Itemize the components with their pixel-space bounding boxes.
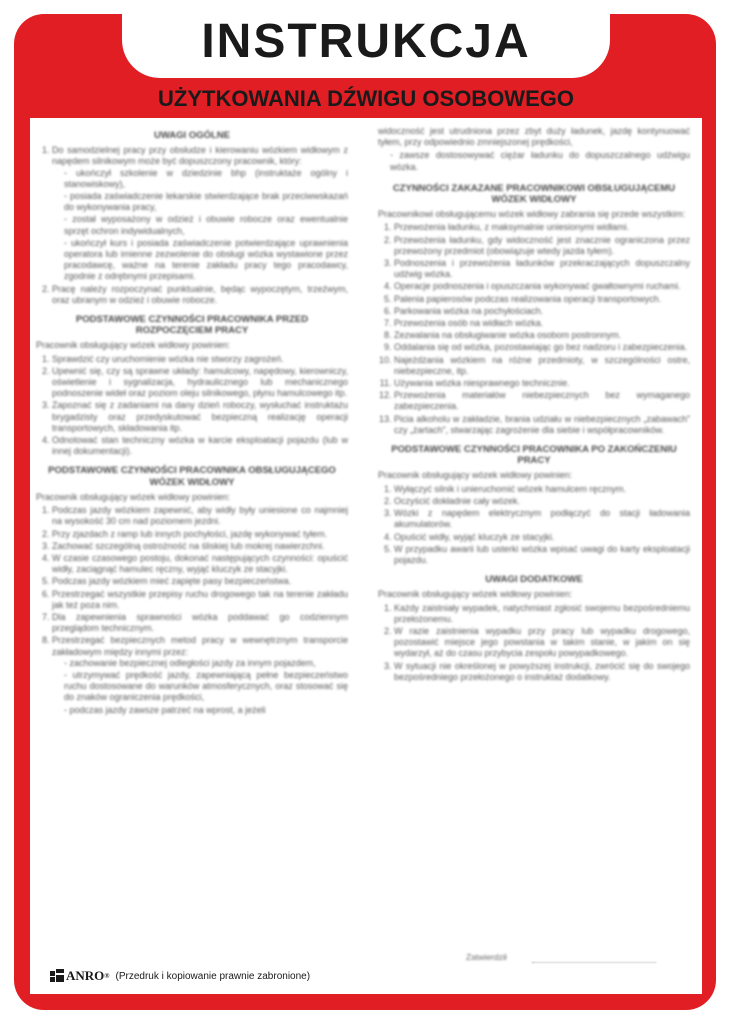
list-item: 9. Oddalania się od wózka, pozostawiając go bez nadzoru i zabezpieczenia. [394, 342, 690, 353]
list-item: 4. W czasie czasowego postoju, dokonać następujących czynności: opuścić widły, zaciągnąć hamulec ręczny, wyjąć kluczyk ze stacyjki. [52, 553, 348, 575]
list-item: 2. Upewnić się, czy są sprawne układy: hamulcowy, napędowy, kierowniczy, oświetlenie i sygnalizacja, hydraulicznego lub mechanicznego podnoszenie wideł oraz poziom oleju silnikowego, płynu hamulcowego itp. [52, 366, 348, 400]
list-item: 3. W sytuacji nie określonej w powyższej instrukcji, zwrócić się do swojego bezpośredniego przełożonego o instruktaż dodatkowy. [394, 661, 690, 683]
signature-label: Zatwierdził [466, 952, 507, 962]
list-item: 2. W razie zaistnienia wypadku przy pracy lub wypadku drogowego, pozostawić miejsce jego powstania w takim stanie, w jakim on się wydarzył, aż do czasu przybycia zespołu powypadkowego. [394, 626, 690, 660]
numbered-list [36, 354, 348, 458]
footer [50, 968, 310, 984]
sub-list-item: - ukończył szkolenie w dziedzinie bhp (instruktaże ogólny i stanowiskowy), [64, 168, 348, 190]
list-item: 1. Podczas jazdy wózkiem zapewnić, aby widły były uniesione co najmniej na wysokość 30 cm nad poziomem jezdni. [52, 505, 348, 527]
list-item: 4. Operacje podnoszenia i opuszczania wykonywać gwałtownymi ruchami. [394, 281, 690, 292]
section-intro: Pracownik obsługujący wózek widłowy powinien: [36, 491, 231, 502]
content-panel [30, 118, 702, 994]
section-intro: Pracownik obsługujący wózek widłowy powinien: [378, 470, 573, 481]
list-item [52, 635, 348, 715]
list-item: 11. Używania wózka niesprawnego technicznie. [394, 378, 690, 389]
list-item: 2. Przewożenia ładunku, gdy widoczność jest znacznie ograniczona przez przewożony przedmiot (obowiązuje wtedy jazda tyłem). [394, 235, 690, 257]
list-item: 5. Palenia papierosów podczas realizowania operacji transportowych. [394, 294, 690, 305]
list-item: 12. Przewożenia materiałów niebezpiecznych bez wymaganego zabezpieczenia. [394, 390, 690, 412]
section-heading: PODSTAWOWE CZYNNOŚCI PRACOWNIKA PO ZAKOŃCZENIU PRACY [391, 444, 677, 467]
list-item-text: Przestrzegać bezpiecznych metod pracy w wewnętrznym transporcie zakładowym między innymi przez: [52, 635, 348, 657]
list-item: 5. Podczas jazdy wózkiem mieć zapięte pasy bezpieczeństwa. [52, 576, 348, 587]
registered-mark: ® [104, 972, 110, 980]
list-item-text: Do samodzielnej pracy przy obsłudze i kierowaniu wózkiem widłowym z napędem silnikowym może być dopuszczony pracownik, który: [52, 145, 348, 167]
list-item: 3. Zachować szczególną ostrożność na śliskiej lub mokrej nawierzchni. [52, 541, 348, 552]
numbered-list [36, 505, 348, 716]
section-heading: PODSTAWOWE CZYNNOŚCI PRACOWNIKA OBSŁUGUJĄCEGO WÓZEK WIDŁOWY [48, 465, 336, 488]
numbered-list [378, 222, 690, 436]
section-intro: Pracownik obsługujący wózek widłowy powinien: [36, 340, 231, 351]
list-item: 3. Wózki z napędem elektrycznym podłączyć do stacji ładowania akumulatorów. [394, 508, 690, 530]
list-item: 7. Przewożenia osób na widłach wózka. [394, 318, 690, 329]
section-heading: UWAGI DODATKOWE [485, 574, 583, 586]
list-item: 2. Oczyścić dokładnie cały wózek. [394, 496, 690, 507]
list-item: 5. W przypadku awarii lub usterki wózka wpisać uwagi do karty eksploatacji pojazdu. [394, 544, 690, 566]
section-intro: Pracownik obsługujący wózek widłowy powinien: [378, 589, 573, 600]
list-item: 7. Dla zapewnienia sprawności wózka poddawać go codziennym przeglądom technicznym. [52, 612, 348, 634]
right-column [378, 126, 690, 691]
sub-list-item: - utrzymywać prędkość jazdy, zapewniającą pełne bezpieczeństwo ruchu dostosowane do warunków atmosferycznych, oraz stosować się do znaków ograniczenia prędkości, [64, 670, 348, 704]
numbered-list [378, 484, 690, 566]
list-item: 2. Pracę należy rozpoczynać punktualnie, będąc wypoczętym, trzeźwym, oraz ubranym w odzież i obuwie robocze. [52, 284, 348, 306]
list-item: 10. Najeżdżania wózkiem na różne przedmioty, w szczególności ostre, niebezpieczne, itp. [394, 355, 690, 377]
sub-list-item: - posiada zaświadczenie lekarskie stwierdzające brak przeciwwskazań do wykonywania pracy, [64, 191, 348, 213]
section-intro: Pracownikowi obsługującemu wózek widłowy zabrania się przede wszystkim: [378, 209, 686, 220]
page-subtitle: UŻYTKOWANIA DŹWIGU OSOBOWEGO [158, 86, 574, 111]
sub-list-item: - zawsze dostosowywać ciężar ładunku do dopuszczalnego udźwigu wózka. [390, 150, 690, 172]
list-item: 13. Picia alkoholu w zakładzie, brania udziału w niebezpiecznych „zabawach” czy „żartach”, stwarzając zagrożenie dla siebie i współpracowników. [394, 414, 690, 436]
list-item: 8. Zezwalania na obsługiwanie wózka osobom postronnym. [394, 330, 690, 341]
continued-text: widoczność jest utrudniona przez zbyt duży ładunek, jazdę kontynuować tyłem, przy odpowiednio zmniejszonej prędkości, [378, 126, 690, 148]
list-item: 4. Opuścić widły, wyjąć kluczyk ze stacyjki. [394, 532, 690, 543]
section-heading: CZYNNOŚCI ZAKAZANE PRACOWNIKOWI OBSŁUGUJĄCEMU WÓZEK WIDŁOWY [392, 182, 676, 206]
list-item: 3. Podnoszenia i przewożenia ładunków przekraczających dopuszczalny udźwig wózka. [394, 258, 690, 280]
copyright-note: (Przedruk i kopiowanie prawnie zabronione) [115, 970, 311, 982]
sub-list [378, 150, 690, 172]
sub-list [52, 168, 348, 283]
sub-list-item: - został wyposażony w odzież i obuwie robocze oraz ewentualnie sprzęt ochron indywidualnych, [64, 214, 348, 236]
signature-line [532, 962, 656, 963]
anro-logo [50, 968, 110, 984]
list-item: 1. Każdy zaistniały wypadek, natychmiast zgłosić swojemu bezpośredniemu przełożonemu. [394, 603, 690, 625]
section-heading: UWAGI OGÓLNE [154, 130, 230, 141]
list-item: 1. Sprawdzić czy uruchomienie wózka nie stworzy zagrożeń. [52, 354, 348, 365]
sub-list-item: - podczas jazdy zawsze patrzeć na wprost, a jeżeli [64, 705, 348, 716]
page-title: INSTRUKCJA [201, 15, 531, 68]
list-item: 3. Zapoznać się z zadaniami na dany dzień roboczy, wysłuchać instruktażu brygadzisty oraz przedyskutować bezpieczną realizację operacji transportowych, składowania itp. [52, 400, 348, 434]
list-item: 4. Odnotować stan techniczny wózka w karcie eksploatacji pojazdu (lub w innej dokumentacji). [52, 435, 348, 457]
logo-text: ANRO [66, 968, 105, 983]
list-item: 1. Wyłączyć silnik i unieruchomić wózek hamulcem ręcznym. [394, 484, 690, 495]
section-heading: PODSTAWOWE CZYNNOŚCI PRACOWNIKA PRZED ROZPOCZĘCIEM PRACY [75, 314, 309, 337]
sub-list-item: - ukończył kurs i posiada zaświadczenie potwierdzające uprawnienia operatora lub imienne zezwolenie do obsługi wózka wystawione przez pracodawcę, ważne na terenie zakładu pracy tego pracodawcy, zgodnie z odrębnymi przepisami. [64, 238, 348, 283]
logo-mark-icon [50, 969, 64, 983]
list-item: 2. Przy zjazdach z ramp lub innych pochyłości, jazdę wykonywać tyłem. [52, 529, 348, 540]
list-item [52, 145, 348, 282]
sub-list [52, 658, 348, 716]
list-item: 6. Parkowania wózka na pochyłościach. [394, 306, 690, 317]
list-item: 6. Przestrzegać wszystkie przepisy ruchu drogowego tak na terenie zakładu jak też poza nim. [52, 589, 348, 611]
left-column [36, 126, 348, 724]
numbered-list [378, 603, 690, 683]
sub-list-item: - zachowanie bezpiecznej odległości jazdy za innym pojazdem, [64, 658, 348, 669]
numbered-list [36, 145, 348, 306]
list-item: 1. Przewożenia ładunku, z maksymalnie uniesionymi widłami. [394, 222, 690, 233]
